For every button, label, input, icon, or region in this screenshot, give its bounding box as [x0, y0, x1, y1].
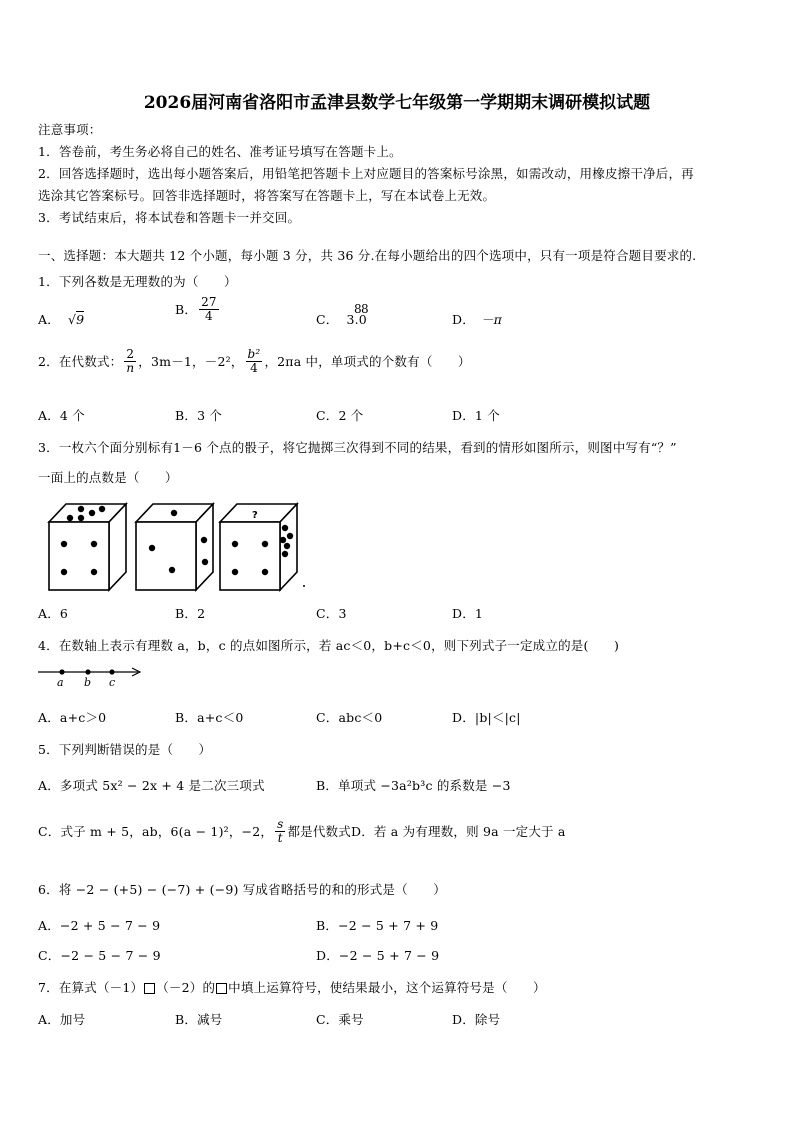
- q6-option-b: B．−2 − 5 + 7 + 9: [316, 918, 439, 933]
- sqrt-symbol: √9: [67, 312, 85, 327]
- point-c: [109, 669, 114, 674]
- blank-box-icon: [144, 983, 155, 994]
- q2-option-a: A．4 个: [38, 408, 85, 423]
- q1-option-b: [175, 296, 221, 322]
- q4-option-d: D．|b|＜|c|: [452, 710, 521, 725]
- notice-item-3: 3．考试结束后，将本试卷和答题卡一并交回。: [38, 210, 301, 225]
- q6-stem: 6．将 −2 − (+5) − (−7) + (−9) 写成省略括号的和的形式是（ ）: [38, 882, 446, 897]
- q3-stem-1: 3．一枚六个面分别标有1－6 个点的骰子，将它抛掷三次得到不同的结果，看到的情形如图所示，则图中写有“？”: [38, 440, 677, 455]
- q5-stem: 5．下列判断错误的是（ ）: [38, 742, 212, 757]
- q5-c-pre: C．式子 m + 5，ab，6(a − 1)²，−2，: [38, 824, 274, 840]
- q7-stem: [38, 978, 546, 996]
- q1-stem: 1．下列各数是无理数的为（ ）: [38, 274, 237, 289]
- q2-fraction-2: [246, 348, 263, 374]
- q1-a-label: A．: [38, 312, 60, 327]
- q5-option-d: D．若 a 为有理数，则 9a 一定大于 a: [350, 824, 566, 840]
- q1-b-label: B．: [175, 302, 198, 318]
- label-c: c: [109, 676, 116, 688]
- die-2: [136, 504, 213, 590]
- dice-figure-dot: [303, 585, 305, 587]
- q6-option-c: C．−2 − 5 − 7 − 9: [38, 948, 161, 963]
- q5-c-fraction: [275, 818, 285, 844]
- q4-stem: 4．在数轴上表示有理数 a，b，c 的点如图所示，若 ac＜0，b+c＜0，则下列式子一定成立的是( ): [38, 638, 620, 653]
- q5-option-b: B．单项式 −3a²b³c 的系数是 −3: [316, 778, 511, 793]
- q1-d-value: －π: [480, 312, 503, 327]
- page-title: 2026届河南省洛阳市孟津县数学七年级第一学期期末调研模拟试题: [143, 93, 651, 113]
- point-a: [59, 669, 64, 674]
- q2-option-c: C．2 个: [316, 408, 364, 423]
- q3-option-a: A．6: [38, 606, 69, 621]
- die-1: [49, 504, 126, 590]
- q3-stem-2: 一面上的点数是（ ）: [38, 470, 178, 485]
- q5-c-post: 都是代数式: [287, 824, 351, 840]
- q7-stem-pre: 7．在算式（－1）: [38, 980, 144, 995]
- q3-option-b: B．2: [175, 606, 206, 621]
- q2-stem-mid: ，3m－1，－2²，: [138, 354, 244, 370]
- q1-option-a: [38, 310, 84, 328]
- q1-c-glyph-a: 8: [354, 302, 362, 316]
- q5-c-num: s: [277, 817, 284, 831]
- point-b: [85, 669, 90, 674]
- q2-option-b: B．3 个: [175, 408, 223, 423]
- q4-option-b: B．a+c＜0: [175, 710, 244, 725]
- q7-stem-mid: （－2）的: [156, 980, 216, 995]
- q2-f1-num: 2: [124, 348, 136, 362]
- q1-c-value: 3.0: [346, 312, 367, 327]
- q7-option-b: B．减号: [175, 1012, 223, 1027]
- notice-item-2-cont: 选涂其它答案标号。回答非选择题时，将答案写在答题卡上，写在本试卷上无效。: [38, 188, 496, 203]
- notice-heading: 注意事项：: [38, 122, 102, 137]
- q2-option-d: D．1 个: [452, 408, 500, 423]
- q1-c-repeating-decimal-glyph: [354, 302, 376, 322]
- question-mark-face: ?: [252, 510, 258, 521]
- q1-c-label: C．: [316, 312, 339, 327]
- q2-f2-den: 4: [250, 360, 258, 375]
- q1-a-value: 9: [76, 312, 85, 327]
- q2-stem-post: ，2πa 中，单项式的个数有（ ）: [264, 354, 471, 370]
- q4-option-a: A．a+c＞0: [38, 710, 107, 725]
- die-1-front: [49, 522, 109, 590]
- q2-fraction-1: [124, 348, 136, 374]
- q1-option-d: [452, 310, 502, 328]
- dice-figure: [46, 500, 316, 596]
- q1-b-fraction: [199, 296, 219, 322]
- q5-option-a: A．多项式 5x² − 2x + 4 是二次三项式: [38, 778, 265, 793]
- q6-option-d: D．−2 − 5 + 7 − 9: [316, 948, 440, 963]
- q7-option-c: C．乘号: [316, 1012, 364, 1027]
- blank-box-icon-2: [216, 983, 227, 994]
- q2-f1-den: n: [126, 360, 135, 375]
- q7-option-a: A．加号: [38, 1012, 86, 1027]
- number-line: [38, 664, 148, 688]
- section-heading: 一、选择题：本大题共 12 个小题，每小题 3 分，共 36 分.在每小题给出的四个选项中，只有一项是符合题目要求的.: [38, 248, 697, 263]
- q7-stem-post: 中填上运算符号，使结果最小，这个运算符号是（ ）: [228, 980, 546, 995]
- q1-b-num: 27: [201, 295, 217, 309]
- q1-b-den: 4: [205, 308, 213, 323]
- notice-item-1: 1．答卷前，考生务必将自己的姓名、准考证号填写在答题卡上。: [38, 144, 402, 159]
- q2-stem: [38, 348, 471, 374]
- notice-item-2: 2．回答选择题时，选出每小题答案后，用铅笔把答题卡上对应题目的答案标号涂黑，如需改动，用橡皮擦干净后，再: [38, 166, 694, 181]
- label-a: a: [57, 676, 64, 688]
- q1-c-glyph-b: 8: [361, 302, 369, 316]
- label-b: b: [84, 676, 92, 688]
- q2-stem-pre: 2．在代数式：: [38, 354, 123, 370]
- q6-option-a: A．−2 + 5 − 7 − 9: [38, 918, 161, 933]
- q7-option-d: D．除号: [452, 1012, 501, 1027]
- q4-option-c: C．abc＜0: [316, 710, 383, 725]
- die-3-front: [220, 522, 280, 590]
- q5-c-den: t: [277, 830, 283, 845]
- q2-f2-num: b²: [247, 347, 261, 361]
- q1-d-label: D．: [452, 312, 475, 327]
- q5-option-c: [38, 818, 566, 844]
- die-2-front: [136, 522, 196, 590]
- q3-option-d: D．1: [452, 606, 484, 621]
- q3-option-c: C．3: [316, 606, 347, 621]
